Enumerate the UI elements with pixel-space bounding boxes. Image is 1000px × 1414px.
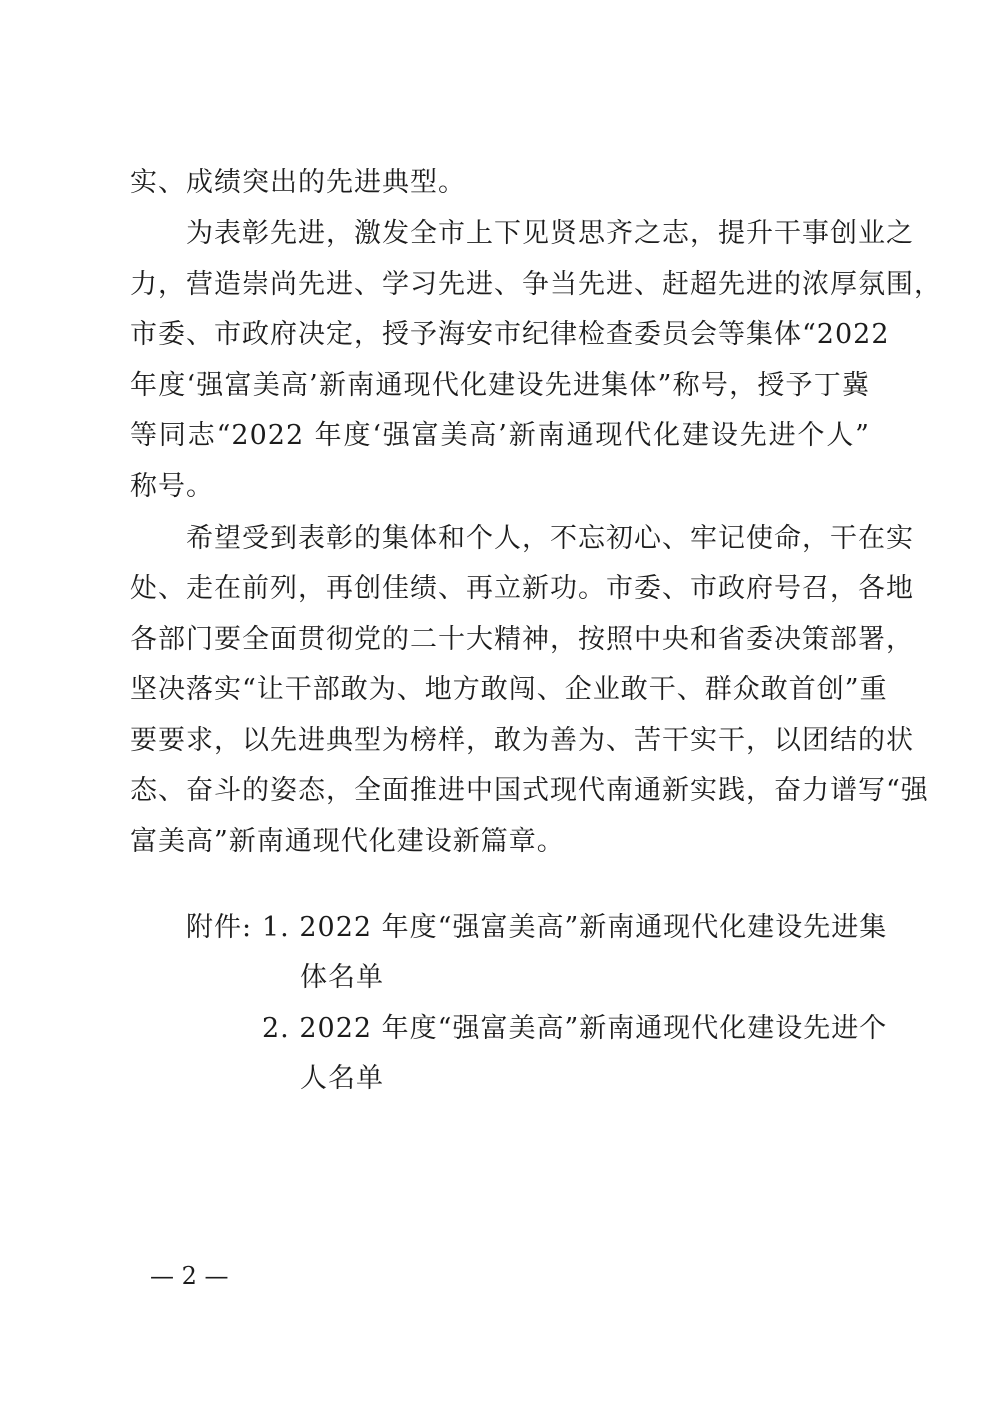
body-text-line: 富美高”新南通现代化建设新篇章。 (130, 826, 565, 857)
page-number: — 2 — (150, 1262, 229, 1290)
body-text-line: 坚决落实“让干部敢为、地方敢闯、企业敢干、群众敢首创”重 (130, 674, 888, 705)
attachment-item-continuation: 体名单 (300, 962, 384, 993)
attachment-item: 2. 2022 年度“强富美高”新南通现代化建设先进个 (262, 1013, 888, 1044)
body-text-line: 要要求，以先进典型为榜样，敢为善为、苦干实干，以团结的状 (130, 725, 914, 756)
body-text-line: 处、走在前列，再创佳绩、再立新功。市委、市政府号召，各地 (130, 573, 914, 604)
body-text-line: 为表彰先进，激发全市上下见贤思齐之志，提升干事创业之 (186, 218, 914, 249)
body-text-line: 各部门要全面贯彻党的二十大精神，按照中央和省委决策部署， (130, 624, 914, 655)
body-text-line: 力，营造崇尚先进、学习先进、争当先进、赶超先进的浓厚氛围， (130, 269, 942, 300)
body-text-line: 等同志“2022 年度‘强富美高’新南通现代化建设先进个人” (130, 420, 870, 451)
body-text-line: 实、成绩突出的先进典型。 (130, 167, 466, 198)
body-text-line: 称号。 (130, 471, 214, 502)
attachment-item: 1. 2022 年度“强富美高”新南通现代化建设先进集 (262, 912, 888, 943)
body-text-line: 年度‘强富美高’新南通现代化建设先进集体”称号，授予丁冀 (130, 370, 870, 401)
body-text-line: 希望受到表彰的集体和个人，不忘初心、牢记使命，干在实 (186, 523, 914, 554)
attachment-item-continuation: 人名单 (300, 1063, 384, 1094)
body-text-line: 态、奋斗的姿态，全面推进中国式现代南通新实践，奋力谱写“强 (130, 775, 929, 806)
body-text-line: 市委、市政府决定，授予海安市纪律检查委员会等集体“2022 (130, 319, 890, 350)
attachment-label: 附件: (186, 912, 253, 943)
